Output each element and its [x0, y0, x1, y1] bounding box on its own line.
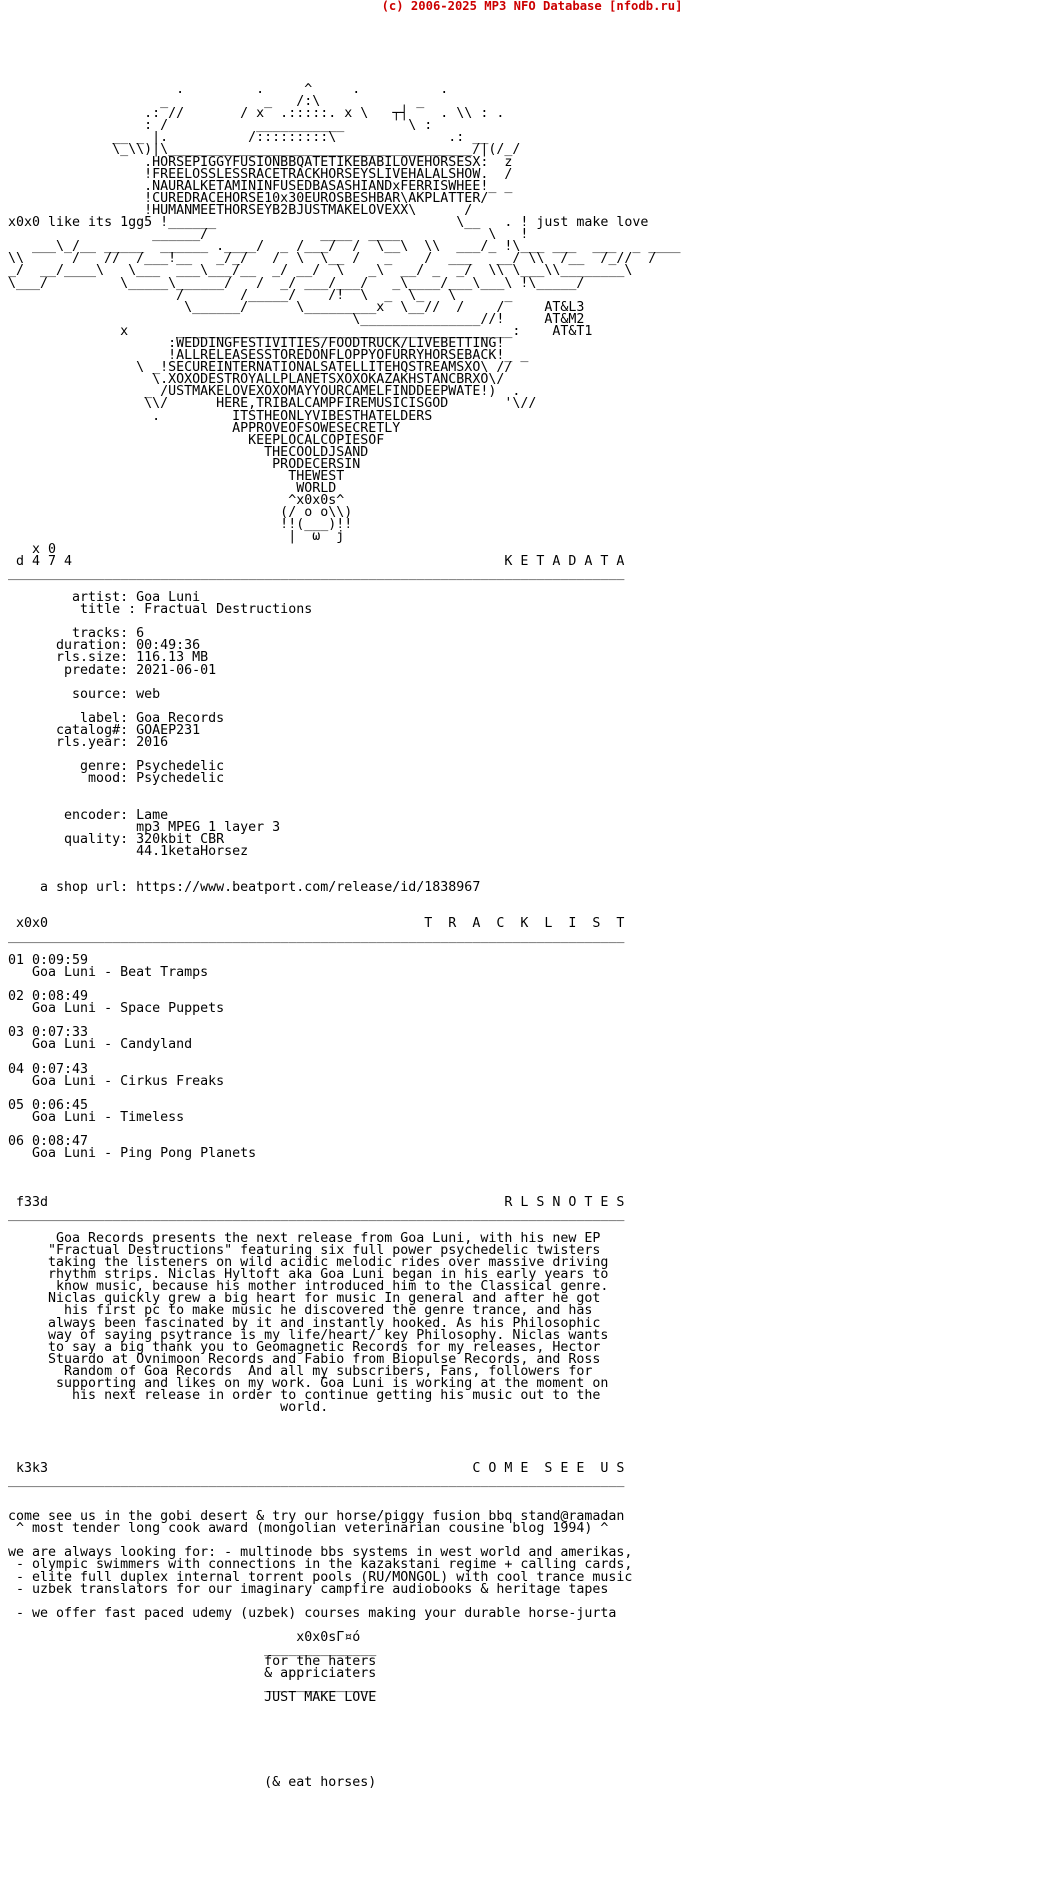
page-header-credit: (c) 2006-2025 MP3 NFO Database [nfodb.ru] [381, 0, 683, 13]
nfo-text: . . ^ . . _ _ /:\ _ .: // / x .:::::. x \ ┬┤ . \\ : . : / ___________ \ : __ _ |. /:::::::::\ .: __ \_\\)|\______________________________________/|(/_/ .HORSEPIGGYFUSIONBBQATETIKEBABILOVEHORSESX: z !FREELOSSLESSRACETRACKHORSEYSLIVEHALALSHOW. / .NAURALKETAMININFUSEDBASASHIANDxFERRISWHEE!_ _ !CUREDRACEHORSE10x30EUROSBESHBAR\AKPLATTER/ !HUMANMEETHORSEYB2BJUSTMAKELOVEXX\ / x0x0 like its 1gg5 !______ \__ . ! just make love ______/ ____ ____ \ ! ___\_/__ _____ ______ .____/ _ /___/ / \__\ \\ ___/_ !\___ ___ ___ _ ____ \\ / // /___!__ _/_/ / \ \__ / _ / ___ __/ \\ /__ /_// / _/ __/____\ \___ ___\___/__ _/ __/ \ _\ __/ _ _/ \\ \___\\________\ \___/ \_____\______/ / _/ ___/___/ _\____/___\___\ !\_____/ / /_____/ /! \ _ \_ \ _ \______/ \_________x \__// / / AT&L3 \_______________//! AT&M2 x __________________________________________: AT&T1 :WEDDINGFESTIVITIES/FOODTRUCK/LIVEBETTING! !ALLRELEASESSTOREDONFLOPPYOFURRYHORSEBACK!_ _ \ _!SECUREINTERNATIONALSATELLITEHQSTREAMSXO\ // \.XOXODESTROYALLPLANETSXOXOKAZAKHSTANCBRXO\/ _ /USTMAKELOVEXOXOMAYYOURCAMELFINDDEEPWATE!) . \\/ HERE,TRIBALCAMPFIREMUSICISGOD '\// . ITSTHEONLYVIBESTHATELDERS APPROVEOFSOWESECRETLY KEEPLOCALCOPIESOF THECOOLDJSAND PRODECERSIN THEWEST WORLD ^x0x0s^ (/ o o\\) !!(___)!! | ω j x 0 d 4 7 4 K E T A D A T A _____________________________________________________________________________ artist: Goa Luni title : Fractual Destructions tracks: 6 duration: 00:49:36 rls.size: 116.13 MB predate: 2021-06-01 source: web label: Goa Records catalog#: GOAEP231 rls.year: 2016 genre: Psychedelic mood: Psychedelic encoder: Lame mp3 MPEG 1 layer 3 quality: 320kbit CBR 44.1ketaHorsez a shop url: https://www.beatport.com/release/id/1838967 x0x0 T R A C K L I S T _____________________________________________________________________________ 01 0:09:59 Goa Luni - Beat Tramps 02 0:08:49 Goa Luni - Space Puppets 03 0:07:33 Goa Luni - Candyland 04 0:07:43 Goa Luni - Cirkus Freaks 05 0:06:45 Goa Luni - Timeless 06 0:08:47 Goa Luni - Ping Pong Planets f33d R L S N O T E S _____________________________________________________________________________ Goa Records presents the next release from Goa Luni, with his new EP "Fractual Destructions" featuring six full power psychedelic twisters taking the listeners on wild acidic melodic rides over massive driving rhythm strips. Niclas Hyltoft aka Goa Luni began in his early years to know music, because his mother introduced him to the Classical genre. Niclas quickly grew a big heart for music In general and after he got his first pc to make music he discovered the genre trance, and has always been fascinated by it and instantly hooked. As his Philosophic way of saying psytrance is my life/heart/ key Philosophy. Niclas wants to say a big thank you to Geomagnetic Records for my releases, Hector Stuardo at Ovnimoon Records and Fabio from Biopulse Records, and Ross Random of Goa Records And all my subscribers, Fans, followers for supporting and likes on my work. Goa Luni is working at the moment on his next release in order to continue getting his music out to the world. k3k3 C O M E S E E U S _____________________________________________________________________________ come see us in the gobi desert & try our horse/piggy fusion bbq stand@ramadan ^ most tender long cook award (mongolian veterinarian cousine blog 1994) ^ we are always looking for: - multinode bbs systems in west world and amerikas, - olympic swimmers with connections in the kazakstani regime + calling cards, - elite full duplex internal torrent pools (RU/MONGOL) with cool trance music - uzbek translators for our imaginary campfire audiobooks & heritage tapes - we offer fast paced udemy (uzbek) courses making your durable horse-jurta x0x0sГ¤ó ______________ for the haters & appriciaters ______________ JUST MAKE LOVE (& eat horses) [8, 82, 681, 1791]
